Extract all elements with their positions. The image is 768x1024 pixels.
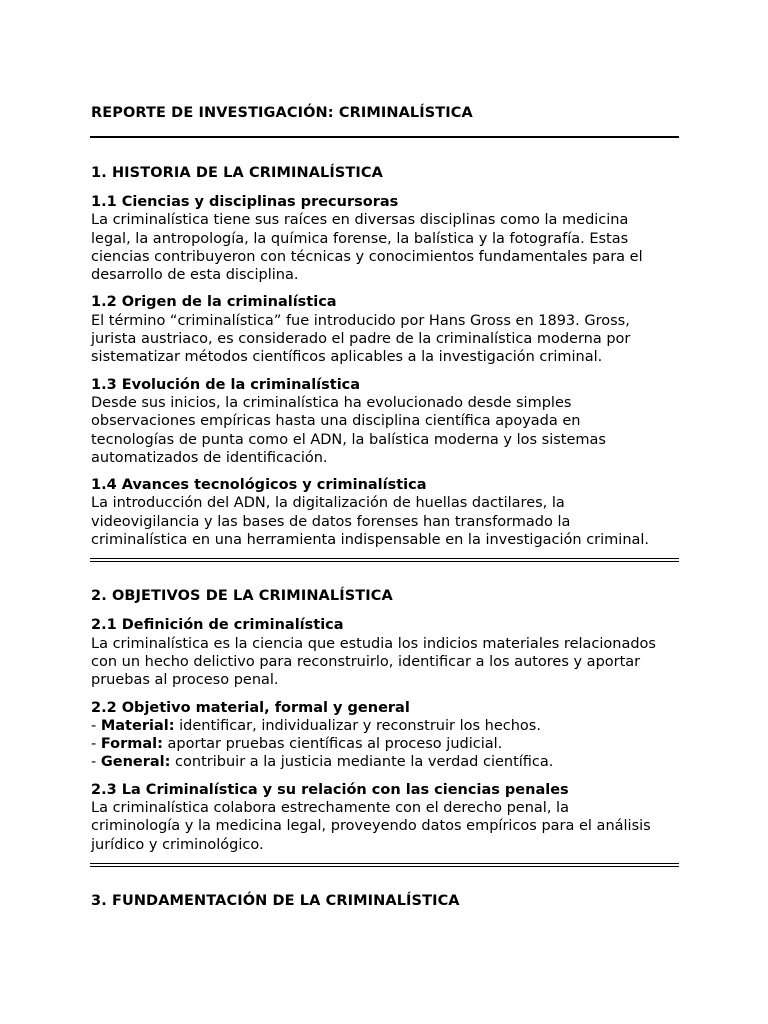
paragraph	[91, 799, 681, 854]
text-line: con un hecho delictivo para reconstruirlo, identificar a los autores y aportar	[91, 653, 641, 670]
subsection-title: 1.1 Ciencias y disciplinas precursoras	[91, 194, 399, 210]
list-item	[91, 735, 681, 753]
title-divider	[90, 136, 679, 138]
section-objetivos	[91, 587, 681, 854]
paragraph	[91, 211, 681, 284]
text-line: La introducción del ADN, la digitalización de huellas dactilares, la	[91, 495, 565, 512]
subsection-2-2	[91, 699, 681, 772]
document-title: REPORTE DE INVESTIGACIÓN: CRIMINALÍSTICA	[91, 105, 473, 121]
text-line: La criminalística colabora estrechamente con el derecho penal, la	[91, 800, 569, 817]
subsection-2-1	[91, 616, 681, 689]
text-line: observaciones empíricas hasta una disciplina científica apoyada en	[91, 413, 581, 430]
paragraph	[91, 312, 681, 367]
subsection-2-3	[91, 781, 681, 854]
section-divider	[90, 863, 679, 867]
objective-list	[91, 717, 681, 772]
list-term: General:	[100, 754, 171, 771]
subsection-1-2	[91, 293, 681, 366]
text-line: videovigilancia y las bases de datos forenses han transformado la	[91, 513, 571, 530]
text-line: automatizados de identificación.	[91, 449, 328, 466]
paragraph	[91, 635, 681, 690]
section-fundamentacion	[91, 892, 681, 911]
list-item	[91, 753, 681, 771]
list-bullet: -	[91, 717, 101, 734]
text-line: desarrollo de esta disciplina.	[91, 267, 299, 284]
text-line: El término “criminalística” fue introducido por Hans Gross en 1893. Gross,	[91, 312, 630, 329]
text-line: legal, la antropología, la química forense, la balística y la fotografía. Estas	[91, 230, 629, 247]
text-line: Desde sus inicios, la criminalística ha evolucionado desde simples	[91, 394, 572, 411]
text-line: tecnologías de punta como el ADN, la balística moderna y los sistemas	[91, 431, 606, 448]
text-line: pruebas al proceso penal.	[91, 672, 279, 689]
list-item	[91, 717, 681, 735]
text-line: jurista austriaco, es considerado el padre de la criminalística moderna por	[91, 331, 631, 348]
subsection-title: 1.2 Origen de la criminalística	[91, 294, 337, 311]
text-line: criminalística en una herramienta indispensable en la investigación criminal.	[91, 532, 650, 549]
list-bullet: -	[91, 754, 101, 771]
subsection-title: 1.4 Avances tecnológicos y criminalística	[91, 477, 427, 494]
subsection-title: 2.3 La Criminalística y su relación con las ciencias penales	[91, 781, 569, 798]
section-title: 2. OBJETIVOS DE LA CRIMINALÍSTICA	[91, 588, 393, 605]
subsection-1-4	[91, 476, 681, 549]
subsection-title: 1.3 Evolución de la criminalística	[91, 376, 361, 393]
text-line: La criminalística tiene sus raíces en diversas disciplinas como la medicina	[91, 212, 629, 229]
subsection-1-3	[91, 376, 681, 467]
list-term: Material:	[100, 717, 175, 734]
text-line: La criminalística es la ciencia que estudia los indicios materiales relacionados	[91, 635, 656, 652]
text-line: ciencias contribuyeron con técnicas y conocimientos fundamentales para el	[91, 248, 643, 265]
text-line: criminología y la medicina legal, proveyendo datos empíricos para el análisis	[91, 818, 651, 835]
subsection-title: 2.1 Definición de criminalística	[91, 617, 344, 634]
subsection-1-1	[91, 193, 681, 284]
paragraph	[91, 494, 681, 549]
section-title: 3. FUNDAMENTACIÓN DE LA CRIMINALÍSTICA	[91, 892, 460, 909]
document-body	[91, 104, 681, 911]
list-text: identificar, individualizar y reconstruir los hechos.	[174, 717, 541, 734]
section-divider	[90, 558, 679, 562]
list-text: aportar pruebas científicas al proceso judicial.	[162, 736, 503, 753]
section-historia	[91, 164, 681, 549]
paragraph	[91, 394, 681, 467]
list-term: Formal:	[100, 736, 163, 753]
subsection-title: 2.2 Objetivo material, formal y general	[91, 699, 410, 716]
section-title: 1. HISTORIA DE LA CRIMINALÍSTICA	[91, 165, 383, 181]
text-line: jurídico y criminológico.	[91, 836, 264, 853]
list-text: contribuir a la justicia mediante la verdad científica.	[170, 754, 554, 771]
text-line: sistematizar métodos científicos aplicables a la investigación criminal.	[91, 349, 603, 366]
list-bullet: -	[91, 736, 101, 753]
